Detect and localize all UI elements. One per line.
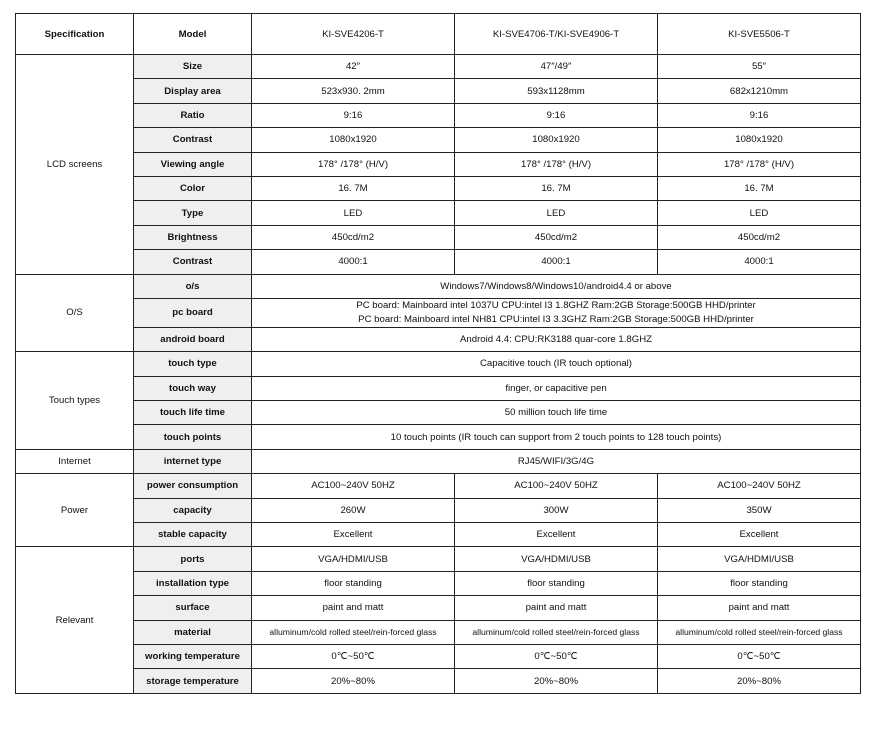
table-row (16, 250, 861, 274)
cell-value: 9:16 (658, 103, 861, 127)
row-label: stable capacity (134, 523, 252, 547)
row-label: o/s (134, 274, 252, 298)
cell-value: 450cd/m2 (252, 225, 455, 249)
header-model-2: KI-SVE4706-T/KI-SVE4906-T (455, 14, 658, 55)
row-label: touch life time (134, 401, 252, 425)
pc-board-line-1: PC board: Mainboard intel 1037U CPU:intel I3 1.8GHZ Ram:2GB Storage:500GB HHD/printer (356, 299, 756, 311)
table-row (16, 376, 861, 400)
row-label: storage temperature (134, 669, 252, 693)
cell-value: 20%~80% (658, 669, 861, 693)
cell-value: 47″/49″ (455, 55, 658, 79)
cell-value: 9:16 (455, 103, 658, 127)
cell-value: 523x930. 2mm (252, 79, 455, 103)
cell-value: Windows7/Windows8/Windows10/android4.4 or above (252, 274, 861, 298)
group-touch: Touch types (16, 352, 134, 450)
cell-value: RJ45/WIFI/3G/4G (252, 449, 861, 473)
table-row (16, 128, 861, 152)
cell-value: paint and matt (455, 596, 658, 620)
table-row (16, 298, 861, 327)
cell-value: 178° /178° (H/V) (252, 152, 455, 176)
table-row (16, 474, 861, 498)
row-label: material (134, 620, 252, 644)
row-label: ports (134, 547, 252, 571)
row-label: internet type (134, 449, 252, 473)
cell-value: paint and matt (658, 596, 861, 620)
cell-value: Android 4.4: CPU:RK3188 quar-core 1.8GHZ (252, 327, 861, 351)
cell-value: 42″ (252, 55, 455, 79)
group-lcd: LCD screens (16, 55, 134, 275)
table-row (16, 571, 861, 595)
cell-value: 4000:1 (252, 250, 455, 274)
table-row (16, 79, 861, 103)
header-model-3: KI-SVE5506-T (658, 14, 861, 55)
cell-value: 16. 7M (252, 176, 455, 200)
table-row (16, 669, 861, 693)
cell-value: floor standing (455, 571, 658, 595)
row-label: Brightness (134, 225, 252, 249)
cell-value: floor standing (658, 571, 861, 595)
row-label: surface (134, 596, 252, 620)
row-label: Contrast (134, 128, 252, 152)
row-label: Ratio (134, 103, 252, 127)
cell-value: 450cd/m2 (658, 225, 861, 249)
table-row (16, 620, 861, 644)
table-row (16, 523, 861, 547)
header-model-1: KI-SVE4206-T (252, 14, 455, 55)
row-label: working temperature (134, 644, 252, 668)
cell-value: 20%~80% (252, 669, 455, 693)
cell-value: 450cd/m2 (455, 225, 658, 249)
header-model: Model (134, 14, 252, 55)
table-row (16, 498, 861, 522)
row-label: Display area (134, 79, 252, 103)
group-internet: Internet (16, 449, 134, 473)
cell-value: 260W (252, 498, 455, 522)
table-row (16, 103, 861, 127)
cell-value: AC100~240V 50HZ (252, 474, 455, 498)
cell-value: 1080x1920 (455, 128, 658, 152)
cell-value: finger, or capacitive pen (252, 376, 861, 400)
row-label: power consumption (134, 474, 252, 498)
pc-board-line-2: PC board: Mainboard intel NH81 CPU:intel I3 3.3GHZ Ram:2GB Storage:500GB HHD/printer (358, 313, 754, 325)
row-label: touch points (134, 425, 252, 449)
cell-value: alluminum/cold rolled steel/rein-forced glass (252, 620, 455, 644)
table-row (16, 547, 861, 571)
header-spec: Specification (16, 14, 134, 55)
row-label: capacity (134, 498, 252, 522)
header-row (16, 14, 861, 55)
cell-value: Capacitive touch (IR touch optional) (252, 352, 861, 376)
row-label: Contrast (134, 250, 252, 274)
cell-value: 4000:1 (658, 250, 861, 274)
cell-value: 593x1128mm (455, 79, 658, 103)
cell-value: VGA/HDMI/USB (252, 547, 455, 571)
table-row (16, 152, 861, 176)
cell-value: 16. 7M (455, 176, 658, 200)
cell-value: 55″ (658, 55, 861, 79)
table-row (16, 596, 861, 620)
table-row (16, 55, 861, 79)
table-row (16, 201, 861, 225)
group-os: O/S (16, 274, 134, 352)
cell-value: 1080x1920 (658, 128, 861, 152)
cell-value: Excellent (252, 523, 455, 547)
row-label: Type (134, 201, 252, 225)
table-row (16, 352, 861, 376)
row-label: Color (134, 176, 252, 200)
table-row (16, 225, 861, 249)
cell-value: 682x1210mm (658, 79, 861, 103)
cell-value: 4000:1 (455, 250, 658, 274)
row-label: pc board (134, 298, 252, 327)
cell-value: 0℃~50℃ (658, 644, 861, 668)
cell-value: 300W (455, 498, 658, 522)
group-relevant: Relevant (16, 547, 134, 693)
cell-value: 9:16 (252, 103, 455, 127)
cell-value: AC100~240V 50HZ (455, 474, 658, 498)
cell-value: alluminum/cold rolled steel/rein-forced glass (658, 620, 861, 644)
cell-value: alluminum/cold rolled steel/rein-forced glass (455, 620, 658, 644)
table-row (16, 644, 861, 668)
cell-value: AC100~240V 50HZ (658, 474, 861, 498)
row-label: touch type (134, 352, 252, 376)
row-label: installation type (134, 571, 252, 595)
cell-value: Excellent (455, 523, 658, 547)
spec-table (15, 13, 861, 694)
cell-value: 1080x1920 (252, 128, 455, 152)
table-row (16, 274, 861, 298)
cell-value: 0℃~50℃ (252, 644, 455, 668)
row-label: android board (134, 327, 252, 351)
cell-value: 350W (658, 498, 861, 522)
table-row (16, 425, 861, 449)
cell-value: 10 touch points (IR touch can support from 2 touch points to 128 touch points) (252, 425, 861, 449)
cell-value: 20%~80% (455, 669, 658, 693)
row-label: Size (134, 55, 252, 79)
cell-value: VGA/HDMI/USB (455, 547, 658, 571)
row-label: touch way (134, 376, 252, 400)
cell-value: LED (455, 201, 658, 225)
table-row (16, 401, 861, 425)
cell-value: 16. 7M (658, 176, 861, 200)
cell-value: 178° /178° (H/V) (455, 152, 658, 176)
cell-value: VGA/HDMI/USB (658, 547, 861, 571)
row-label: Viewing angle (134, 152, 252, 176)
cell-value: LED (252, 201, 455, 225)
cell-value: 0℃~50℃ (455, 644, 658, 668)
cell-value: LED (658, 201, 861, 225)
cell-value: floor standing (252, 571, 455, 595)
table-row (16, 327, 861, 351)
cell-value: Excellent (658, 523, 861, 547)
cell-value: paint and matt (252, 596, 455, 620)
cell-value: 178° /178° (H/V) (658, 152, 861, 176)
table-row (16, 449, 861, 473)
table-row (16, 176, 861, 200)
pc-board-cell (252, 298, 861, 327)
group-power: Power (16, 474, 134, 547)
cell-value: 50 million touch life time (252, 401, 861, 425)
